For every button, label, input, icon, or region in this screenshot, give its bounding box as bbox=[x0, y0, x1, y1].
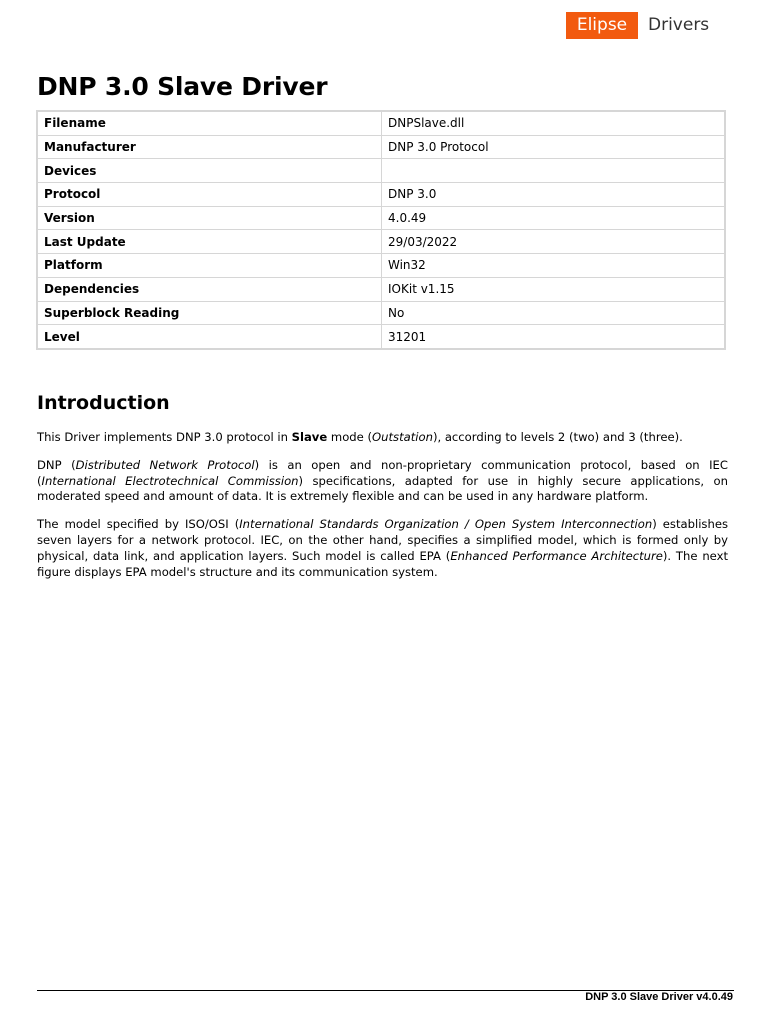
text-run: ), according to levels 2 (two) and 3 (three). bbox=[432, 430, 683, 444]
row-value: No bbox=[382, 301, 726, 325]
row-value: IOKit v1.15 bbox=[382, 277, 726, 301]
row-value: DNP 3.0 bbox=[382, 183, 726, 207]
row-key: Version bbox=[37, 206, 382, 230]
introduction-body bbox=[37, 430, 728, 592]
row-key: Manufacturer bbox=[37, 135, 382, 159]
text-run: ) specifications, adapted for use in highly secure applications, on moderated speed and amount of data. It is extremely flexible and can be used in any hardware platform. bbox=[37, 473, 728, 504]
row-value: 29/03/2022 bbox=[382, 230, 726, 254]
table-row bbox=[37, 301, 725, 325]
dnp-full-name: Distributed Network Protocol bbox=[75, 457, 255, 472]
text-run: ) establishes seven layers for a network protocol. IEC, on the other hand, specifies a simplified model, which is formed only by physical, data link, and application layers. Such model is called EPA ( bbox=[37, 517, 728, 563]
row-key: Level bbox=[37, 325, 382, 349]
table-row bbox=[37, 277, 725, 301]
intro-paragraph-1 bbox=[37, 430, 728, 446]
table-row bbox=[37, 159, 725, 183]
text-run: This Driver implements DNP 3.0 protocol in bbox=[37, 430, 292, 444]
footer-title: DNP 3.0 Slave Driver v4.0.49 bbox=[585, 991, 733, 1003]
brand-logo bbox=[566, 12, 709, 39]
iso-full-name: International Standards Organization / Open System Interconnection bbox=[239, 517, 653, 532]
row-value: 31201 bbox=[382, 325, 726, 349]
table-row bbox=[37, 325, 725, 349]
brand-badge: Elipse bbox=[566, 12, 638, 39]
slave-term: Slave bbox=[291, 430, 328, 444]
row-value bbox=[382, 159, 726, 183]
row-key: Platform bbox=[37, 254, 382, 278]
row-value: Win32 bbox=[382, 254, 726, 278]
iec-full-name: International Electrotechnical Commission bbox=[41, 473, 299, 488]
text-run: ) is an open and non-proprietary communication protocol, based on IEC ( bbox=[37, 457, 728, 488]
table-row bbox=[37, 206, 725, 230]
outstation-term: Outstation bbox=[372, 430, 433, 444]
row-key: Devices bbox=[37, 159, 382, 183]
intro-paragraph-2 bbox=[37, 458, 728, 505]
text-run: mode ( bbox=[327, 430, 373, 444]
epa-full-name: Enhanced Performance Architecture bbox=[450, 548, 663, 563]
driver-info-table bbox=[36, 110, 726, 350]
brand-label: Drivers bbox=[648, 15, 710, 35]
row-key: Last Update bbox=[37, 230, 382, 254]
row-key: Protocol bbox=[37, 183, 382, 207]
table-row bbox=[37, 183, 725, 207]
text-run: ). The next figure displays EPA model's structure and its communication system. bbox=[37, 548, 728, 579]
row-value: 4.0.49 bbox=[382, 206, 726, 230]
row-key: Superblock Reading bbox=[37, 301, 382, 325]
text-run: The model specified by ISO/OSI ( bbox=[37, 517, 240, 532]
row-key: Filename bbox=[37, 111, 382, 135]
row-key: Dependencies bbox=[37, 277, 382, 301]
intro-paragraph-3 bbox=[37, 517, 728, 580]
text-run: DNP ( bbox=[37, 457, 76, 472]
row-value: DNPSlave.dll bbox=[382, 111, 726, 135]
table-row bbox=[37, 254, 725, 278]
row-value: DNP 3.0 Protocol bbox=[382, 135, 726, 159]
table-row bbox=[37, 135, 725, 159]
introduction-heading: Introduction bbox=[37, 392, 170, 414]
table-row bbox=[37, 230, 725, 254]
page-title: DNP 3.0 Slave Driver bbox=[37, 72, 328, 101]
table-row bbox=[37, 111, 725, 135]
